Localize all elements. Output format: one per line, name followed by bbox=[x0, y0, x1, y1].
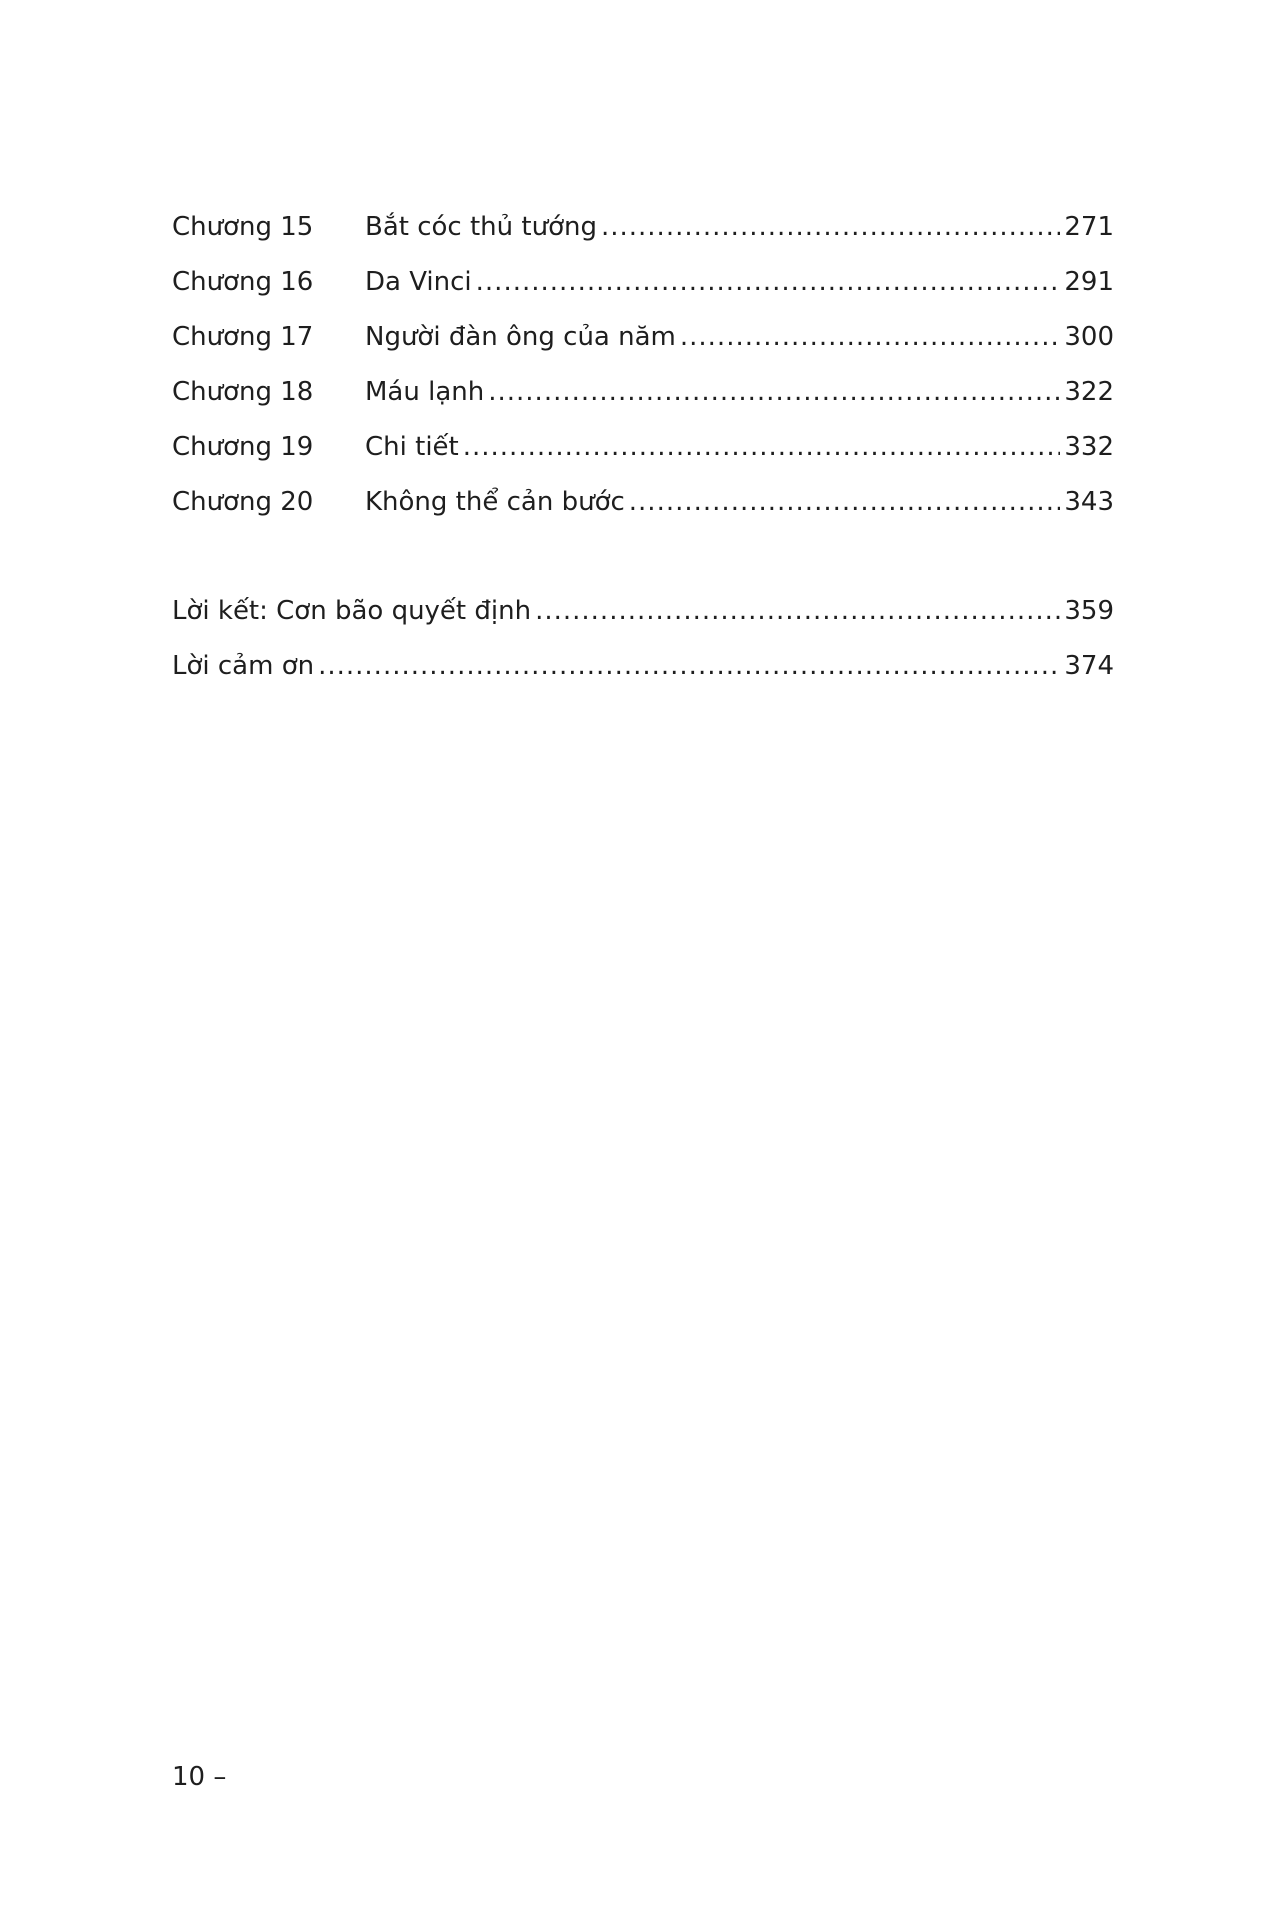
toc-entry-chapter-20[interactable] bbox=[172, 482, 1114, 537]
page-number: 291 bbox=[1064, 267, 1114, 297]
toc-entry-acknowledgements[interactable] bbox=[172, 646, 1114, 701]
toc-entry-chapter-15[interactable] bbox=[172, 207, 1114, 262]
table-of-contents bbox=[172, 207, 1114, 701]
chapter-number: Chương 19 bbox=[172, 432, 314, 462]
page-number: 332 bbox=[1064, 432, 1114, 462]
page-number: 343 bbox=[1064, 487, 1114, 517]
dot-leader bbox=[476, 262, 1061, 302]
dot-leader bbox=[680, 317, 1060, 357]
page-number: 359 bbox=[1064, 596, 1114, 626]
dot-leader bbox=[318, 646, 1060, 686]
dot-leader bbox=[488, 372, 1060, 412]
dot-leader bbox=[535, 591, 1060, 631]
chapter-number: Chương 18 bbox=[172, 377, 314, 407]
page-number: 322 bbox=[1064, 377, 1114, 407]
page-folio: 10 – bbox=[172, 1762, 227, 1792]
page-number: 374 bbox=[1064, 651, 1114, 681]
page-number: 300 bbox=[1064, 322, 1114, 352]
chapter-number: Chương 15 bbox=[172, 212, 314, 242]
dot-leader bbox=[601, 207, 1060, 247]
chapter-title: Chi tiết bbox=[365, 432, 459, 462]
chapter-number: Chương 17 bbox=[172, 322, 314, 352]
toc-entry-chapter-18[interactable] bbox=[172, 372, 1114, 427]
page-number: 271 bbox=[1064, 212, 1114, 242]
toc-entry-epilogue[interactable] bbox=[172, 591, 1114, 646]
chapter-title: Da Vinci bbox=[365, 267, 472, 297]
chapter-title: Máu lạnh bbox=[365, 377, 485, 407]
chapter-title: Người đàn ông của năm bbox=[365, 322, 676, 352]
chapter-number: Chương 20 bbox=[172, 487, 314, 517]
dot-leader bbox=[629, 482, 1061, 522]
entry-title: Lời cảm ơn bbox=[172, 651, 315, 681]
toc-entry-chapter-17[interactable] bbox=[172, 317, 1114, 372]
section-spacer bbox=[172, 537, 1114, 591]
chapter-number: Chương 16 bbox=[172, 267, 314, 297]
toc-entry-chapter-16[interactable] bbox=[172, 262, 1114, 317]
dot-leader bbox=[463, 427, 1061, 467]
toc-entry-chapter-19[interactable] bbox=[172, 427, 1114, 482]
chapter-title: Không thể cản bước bbox=[365, 487, 625, 517]
entry-title: Lời kết: Cơn bão quyết định bbox=[172, 596, 532, 626]
chapter-title: Bắt cóc thủ tướng bbox=[365, 212, 597, 242]
